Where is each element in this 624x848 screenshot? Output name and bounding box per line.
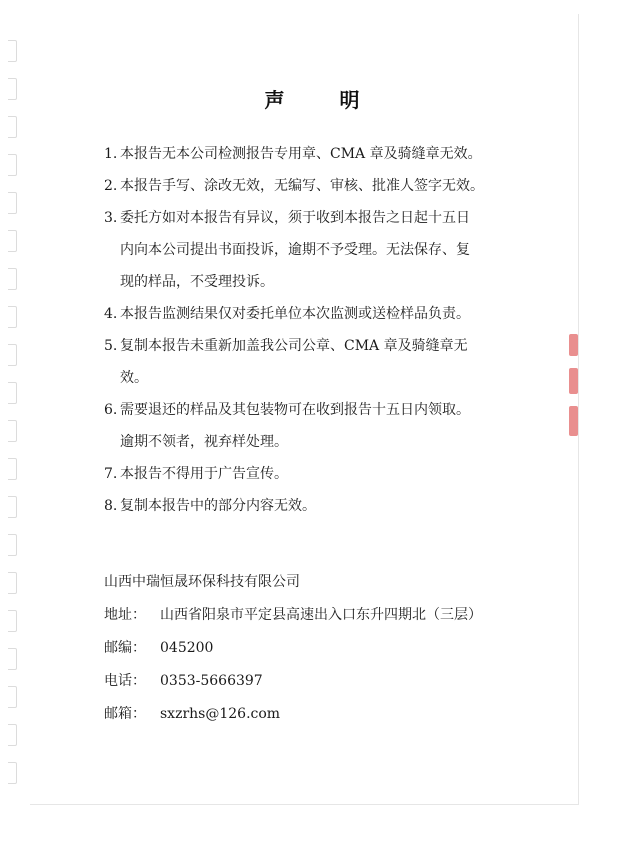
email-label: 邮箱：: [104, 706, 146, 722]
item-line: 需要退还的样品及其包装物可在收到报告十五日内领取。: [120, 402, 470, 418]
address-row: [104, 599, 524, 632]
item-number: 3.: [104, 210, 118, 226]
item-number: 5.: [104, 338, 118, 354]
address-value: 山西省阳泉市平定县高速出入口东升四期北（三层）: [160, 607, 482, 623]
seal-stamp-fragment: [566, 334, 580, 454]
postcode-label: 邮编：: [104, 640, 146, 656]
item-line: 委托方如对本报告有异议，须于收到本报告之日起十五日: [120, 210, 470, 226]
item-line: 复制本报告中的部分内容无效。: [120, 498, 316, 514]
item-line: 现的样品，不受理投诉。: [120, 274, 274, 290]
item-number: 8.: [104, 498, 118, 514]
item-line: 本报告无本公司检测报告专用章、CMA 章及骑缝章无效。: [120, 146, 482, 162]
statement-item: [104, 202, 504, 298]
address-label: 地址：: [104, 607, 146, 623]
phone-label: 电话：: [104, 673, 146, 689]
postcode-value: 045200: [160, 640, 214, 656]
statement-item: [104, 490, 504, 522]
contact-block: [104, 566, 524, 731]
item-line: 本报告监测结果仅对委托单位本次监测或送检样品负责。: [120, 306, 470, 322]
page-title: 声 明: [264, 88, 384, 112]
statement-item: [104, 458, 504, 490]
phone-value: 0353-5666397: [160, 673, 263, 689]
statement-item: [104, 330, 504, 394]
item-number: 2.: [104, 178, 118, 194]
statement-item: [104, 298, 504, 330]
item-line: 本报告手写、涂改无效，无编写、审核、批准人签字无效。: [120, 178, 484, 194]
item-number: 7.: [104, 466, 118, 482]
binding-holes: [0, 0, 30, 848]
statement-item: [104, 394, 504, 458]
statement-list: [104, 138, 504, 522]
item-number: 4.: [104, 306, 118, 322]
item-line: 内向本公司提出书面投诉，逾期不予受理。无法保存、复: [120, 242, 470, 258]
statement-item: [104, 138, 504, 170]
email-value: sxzrhs@126.com: [160, 706, 281, 722]
item-number: 1.: [104, 146, 118, 162]
item-line: 效。: [120, 370, 148, 386]
statement-item: [104, 170, 504, 202]
email-row: [104, 698, 524, 731]
item-line: 本报告不得用于广告宣传。: [120, 466, 288, 482]
phone-row: [104, 665, 524, 698]
item-line: 逾期不领者，视弃样处理。: [120, 434, 288, 450]
item-number: 6.: [104, 402, 118, 418]
company-name: 山西中瑞恒晟环保科技有限公司: [104, 574, 300, 590]
postcode-row: [104, 632, 524, 665]
item-line: 复制本报告未重新加盖我公司公章、CMA 章及骑缝章无: [120, 338, 468, 354]
